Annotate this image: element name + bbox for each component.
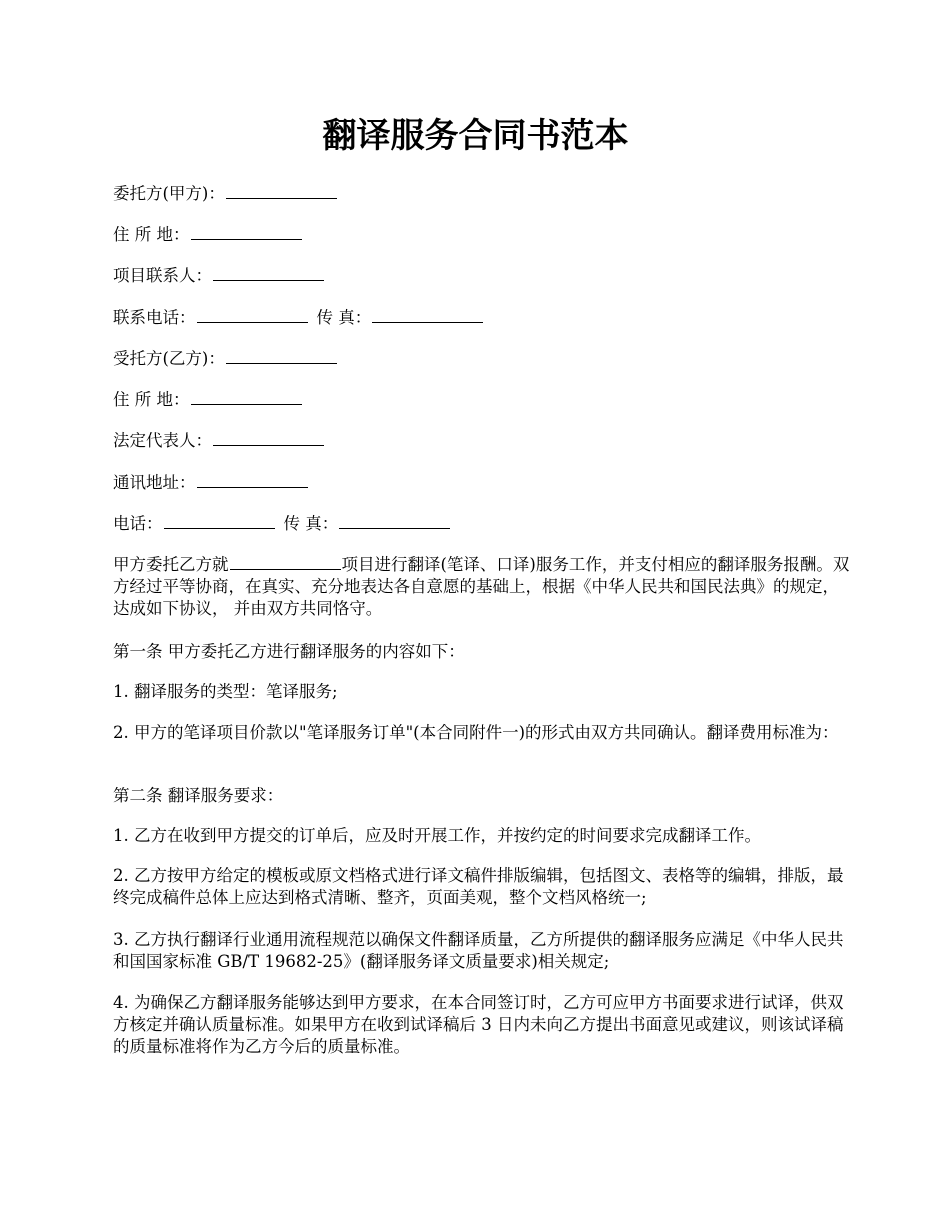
field-label: 项目联系人： (113, 266, 212, 285)
field-client-address (113, 222, 303, 246)
field-label: 传 真： (283, 514, 339, 533)
blank-line (372, 305, 483, 323)
blank-line (191, 387, 302, 405)
field-contractor-address (113, 387, 303, 411)
field-label: 电话： (113, 514, 163, 533)
article2-heading: 第二条 翻译服务要求： (113, 786, 284, 805)
article2-item: 3. 乙方执行翻译行业通用流程规范以确保文件翻译质量，乙方所提供的翻译服务应满足《中华人民共和国国家标准 GB/T 19682-25》(翻译服务译文质量要求)相关规定; (113, 930, 844, 971)
intro-paragraph (113, 552, 853, 620)
field-mailing-address (113, 470, 309, 494)
blank-line (191, 222, 302, 240)
field-client (113, 181, 338, 205)
blank-line (230, 552, 341, 570)
field-label: 通讯地址： (113, 473, 196, 492)
blank-line (339, 511, 450, 529)
field-label: 住 所 地： (113, 390, 190, 409)
field-label: 传 真： (316, 308, 372, 327)
field-contractor-phone-fax (113, 511, 451, 535)
article2-item: 2. 乙方按甲方给定的模板或原文档格式进行译文稿件排版编辑，包括图文、表格等的编辑，排版，最终完成稿件总体上应达到格式清晰、整齐，页面美观，整个文档风格统一; (113, 866, 844, 907)
field-label: 联系电话： (113, 308, 196, 327)
field-legal-representative (113, 428, 325, 452)
blank-line (226, 181, 337, 199)
article1-heading: 第一条 甲方委托乙方进行翻译服务的内容如下： (113, 642, 465, 661)
field-label: 法定代表人： (113, 431, 212, 450)
article2-item: 4. 为确保乙方翻译服务能够达到甲方要求，在本合同签订时，乙方可应甲方书面要求进行试译，供双方核定并确认质量标准。如果甲方在收到试译稿后 3 日内未向乙方提出书面意见或建议，则该试译稿的质量标准将作为乙方今后的质量标准。 (113, 993, 844, 1056)
blank-line (197, 305, 308, 323)
blank-line (197, 470, 308, 488)
intro-text: 项目进行翻译(笔译、口译)服务工作，并支付相应的翻译服务报酬。双方经过平等协商，在真实、充分地表达各自意愿的基础上，根据《中华人民共和国民法典》的规定，达成如下协议， 并由双方共同恪守。 (113, 555, 850, 618)
field-label: 住 所 地： (113, 225, 190, 244)
field-label: 委托方(甲方)： (113, 184, 225, 203)
blank-line (213, 263, 324, 281)
document-title: 翻译服务合同书范本 (322, 116, 629, 156)
blank-line (226, 346, 337, 364)
article1-item: 2. 甲方的笔译项目价款以"笔译服务订单"(本合同附件一)的形式由双方共同确认。翻译费用标准为： (113, 723, 839, 742)
field-contractor (113, 346, 338, 370)
field-project-contact (113, 263, 325, 287)
intro-text: 甲方委托乙方就 (113, 555, 229, 574)
field-label: 受托方(乙方)： (113, 349, 225, 368)
article1-item: 1. 翻译服务的类型：笔译服务; (113, 682, 338, 701)
blank-line (164, 511, 275, 529)
blank-line (213, 428, 324, 446)
article2-item: 1. 乙方在收到甲方提交的订单后，应及时开展工作，并按约定的时间要求完成翻译工作。 (113, 826, 761, 845)
field-client-phone-fax (113, 305, 484, 329)
